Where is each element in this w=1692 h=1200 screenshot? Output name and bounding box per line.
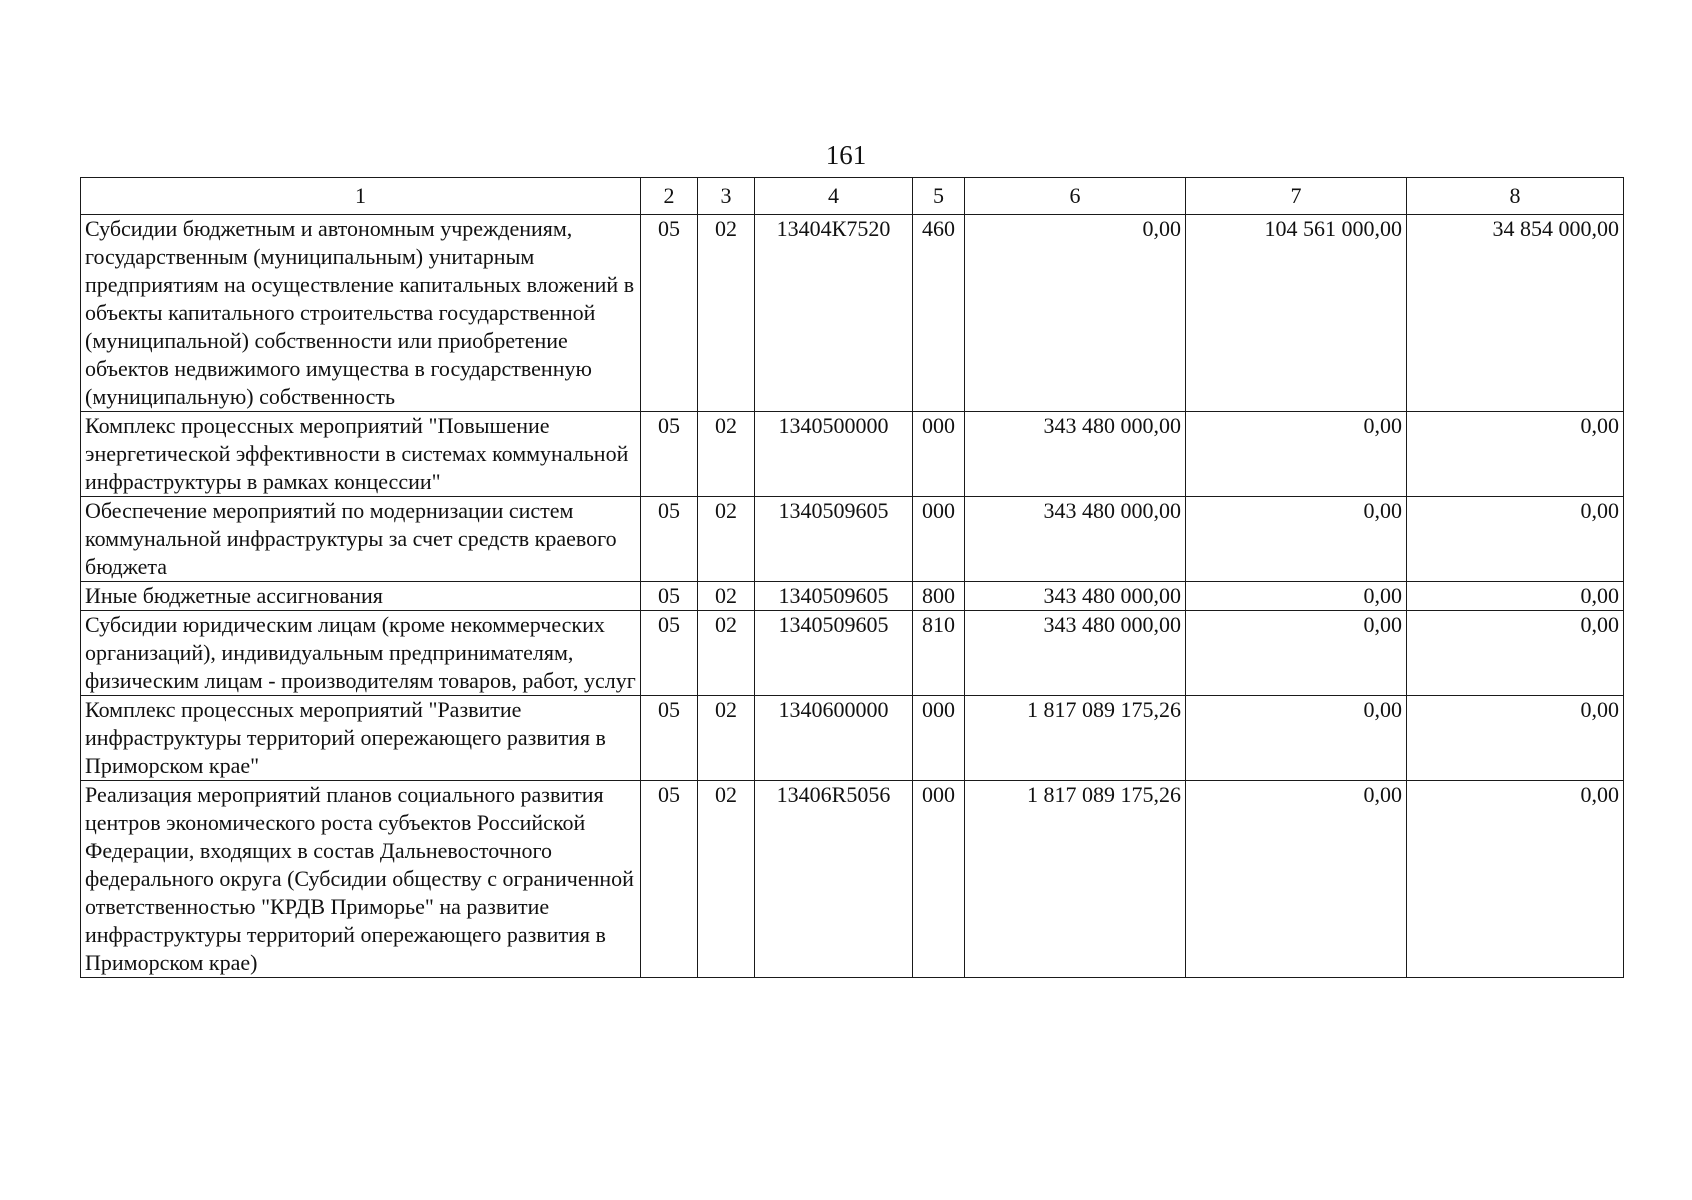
expense-type-cell: 000 [913, 696, 965, 781]
column-header: 2 [641, 178, 698, 215]
target-article-cell: 1340509605 [755, 497, 913, 582]
expense-type-cell: 800 [913, 582, 965, 611]
amount-col7-cell: 0,00 [1186, 696, 1407, 781]
table-header-row [81, 178, 1624, 215]
column-header: 6 [965, 178, 1186, 215]
target-article-cell: 1340509605 [755, 611, 913, 696]
section-code-cell: 05 [641, 696, 698, 781]
expense-type-cell: 000 [913, 781, 965, 978]
amount-col6-cell: 343 480 000,00 [965, 582, 1186, 611]
amount-col6-cell: 343 480 000,00 [965, 611, 1186, 696]
target-article-cell: 1340500000 [755, 412, 913, 497]
table-row [81, 215, 1624, 412]
subsection-code-cell: 02 [698, 412, 755, 497]
expense-name-cell: Субсидии бюджетным и автономным учреждениям, государственным (муниципальным) унитарным предприятиям на осуществление капитальных вложений в объекты капитального строительства государственной (муниципальной) собственности или приобретение объектов недвижимого имущества в государственную (муниципальную) собственность [81, 215, 641, 412]
column-header: 7 [1186, 178, 1407, 215]
subsection-code-cell: 02 [698, 497, 755, 582]
expense-name-cell: Комплекс процессных мероприятий "Развитие инфраструктуры территорий опережающего развития в Приморском крае" [81, 696, 641, 781]
subsection-code-cell: 02 [698, 781, 755, 978]
column-header: 1 [81, 178, 641, 215]
column-header: 8 [1407, 178, 1624, 215]
table-row [81, 497, 1624, 582]
table-row [81, 582, 1624, 611]
target-article-cell: 1340509605 [755, 582, 913, 611]
amount-col6-cell: 1 817 089 175,26 [965, 696, 1186, 781]
expense-name-cell: Обеспечение мероприятий по модернизации систем коммунальной инфраструктуры за счет средств краевого бюджета [81, 497, 641, 582]
amount-col6-cell: 343 480 000,00 [965, 497, 1186, 582]
subsection-code-cell: 02 [698, 696, 755, 781]
target-article-cell: 1340600000 [755, 696, 913, 781]
expense-name-cell: Реализация мероприятий планов социального развития центров экономического роста субъектов Российской Федерации, входящих в состав Дальневосточного федерального округа (Субсидии обществу с ограниченной ответственностью "КРДВ Приморье" на развитие инфраструктуры территорий опережающего развития в Приморском крае) [81, 781, 641, 978]
column-header: 3 [698, 178, 755, 215]
expense-type-cell: 460 [913, 215, 965, 412]
table-row [81, 781, 1624, 978]
expense-name-cell: Субсидии юридическим лицам (кроме некоммерческих организаций), индивидуальным предпринимателям, физическим лицам - производителям товаров, работ, услуг [81, 611, 641, 696]
target-article-cell: 13404К7520 [755, 215, 913, 412]
expense-name-cell: Комплекс процессных мероприятий "Повышение энергетической эффективности в системах коммунальной инфраструктуры в рамках концессии" [81, 412, 641, 497]
subsection-code-cell: 02 [698, 215, 755, 412]
amount-col8-cell: 0,00 [1407, 696, 1624, 781]
amount-col8-cell: 0,00 [1407, 497, 1624, 582]
amount-col7-cell: 0,00 [1186, 412, 1407, 497]
target-article-cell: 13406R5056 [755, 781, 913, 978]
amount-col6-cell: 343 480 000,00 [965, 412, 1186, 497]
expense-type-cell: 810 [913, 611, 965, 696]
amount-col7-cell: 0,00 [1186, 582, 1407, 611]
section-code-cell: 05 [641, 611, 698, 696]
amount-col8-cell: 0,00 [1407, 582, 1624, 611]
amount-col7-cell: 0,00 [1186, 611, 1407, 696]
amount-col6-cell: 0,00 [965, 215, 1186, 412]
expense-type-cell: 000 [913, 497, 965, 582]
table-row [81, 611, 1624, 696]
section-code-cell: 05 [641, 582, 698, 611]
amount-col6-cell: 1 817 089 175,26 [965, 781, 1186, 978]
amount-col7-cell: 0,00 [1186, 781, 1407, 978]
table-row [81, 696, 1624, 781]
amount-col8-cell: 34 854 000,00 [1407, 215, 1624, 412]
section-code-cell: 05 [641, 781, 698, 978]
amount-col8-cell: 0,00 [1407, 412, 1624, 497]
expense-type-cell: 000 [913, 412, 965, 497]
table-row [81, 412, 1624, 497]
budget-table [80, 177, 1624, 978]
amount-col8-cell: 0,00 [1407, 611, 1624, 696]
section-code-cell: 05 [641, 412, 698, 497]
column-header: 5 [913, 178, 965, 215]
section-code-cell: 05 [641, 215, 698, 412]
subsection-code-cell: 02 [698, 582, 755, 611]
subsection-code-cell: 02 [698, 611, 755, 696]
amount-col7-cell: 0,00 [1186, 497, 1407, 582]
section-code-cell: 05 [641, 497, 698, 582]
amount-col7-cell: 104 561 000,00 [1186, 215, 1407, 412]
amount-col8-cell: 0,00 [1407, 781, 1624, 978]
expense-name-cell: Иные бюджетные ассигнования [81, 582, 641, 611]
page-number: 161 [825, 140, 867, 170]
column-header: 4 [755, 178, 913, 215]
